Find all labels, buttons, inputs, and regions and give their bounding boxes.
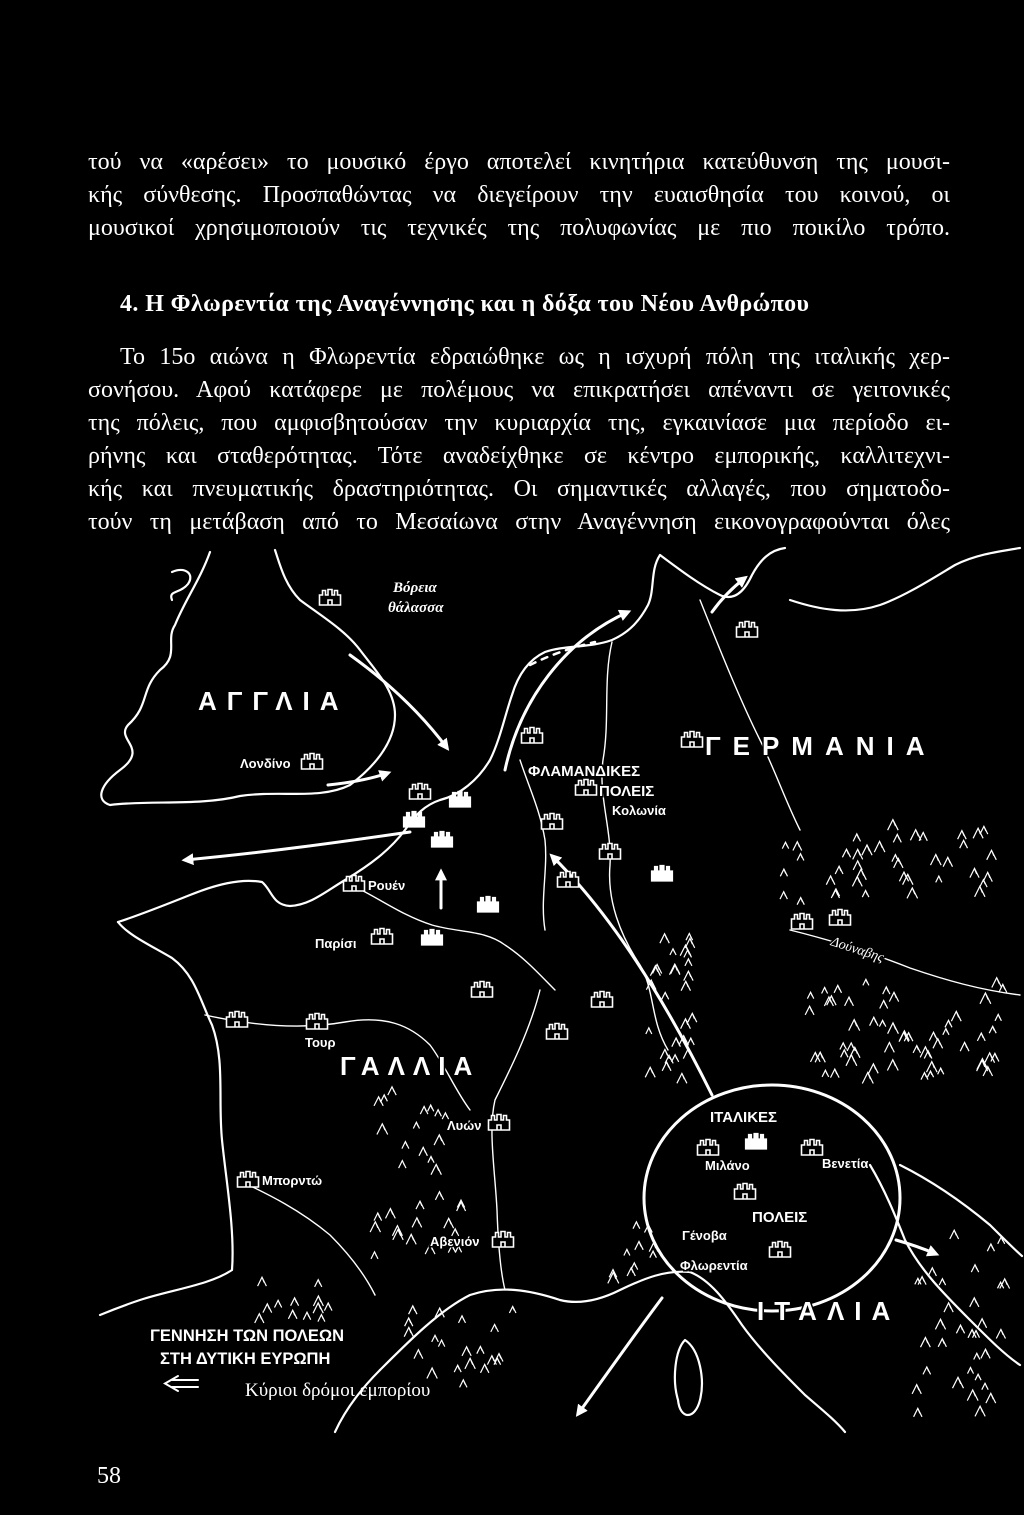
- mountain-mark: [624, 1249, 630, 1255]
- mountain-mark: [672, 1055, 679, 1062]
- mountain-mark: [950, 1230, 959, 1239]
- mountain-mark: [953, 1377, 964, 1388]
- mountain-mark: [852, 877, 862, 887]
- mountain-mark: [438, 1340, 444, 1347]
- mountain-mark: [929, 1032, 937, 1040]
- city-label-tours: Τουρ: [305, 1035, 336, 1050]
- mountain-mark: [688, 1013, 697, 1022]
- castle-icon: [307, 1014, 328, 1030]
- coastline-scotland: [171, 570, 190, 600]
- text-line: Το 15ο αιώνα η Φλωρεντία εδραιώθηκε ως η ισχυρή πόλη της ιταλικής χερ-: [120, 344, 950, 370]
- mountain-mark: [371, 1252, 378, 1259]
- sea-label: θάλασσα: [388, 600, 444, 616]
- castle-icon: [746, 1134, 767, 1150]
- mountain-mark: [402, 1142, 409, 1149]
- mountain-mark: [635, 1242, 643, 1250]
- mountain-mark: [938, 1339, 946, 1347]
- mountain-mark: [428, 1105, 434, 1111]
- mountain-mark: [842, 849, 850, 857]
- mountain-mark: [370, 1222, 380, 1232]
- castle-icon: [558, 872, 579, 888]
- mountain-mark: [944, 1303, 953, 1312]
- castle-icon: [600, 844, 621, 860]
- mountain-mark: [388, 1087, 396, 1095]
- sea-label: Βόρεια: [393, 580, 437, 596]
- mountain-mark: [863, 979, 869, 985]
- mountain-mark: [986, 1393, 996, 1403]
- mountain-mark: [921, 1337, 931, 1347]
- castle-icon: [830, 910, 851, 926]
- mountain-mark: [797, 898, 804, 905]
- mountain-mark: [662, 992, 669, 999]
- mountain-mark: [432, 1335, 439, 1342]
- mountain-mark: [811, 1052, 821, 1062]
- mountain-mark: [665, 1055, 673, 1063]
- mountain-mark: [258, 1277, 267, 1286]
- mountain-mark: [943, 857, 952, 866]
- mountain-mark: [427, 1368, 437, 1379]
- mountain-mark: [870, 1017, 878, 1026]
- mountain-mark: [927, 1062, 938, 1073]
- castle-icon: [592, 992, 613, 1008]
- mountain-mark: [608, 1272, 619, 1283]
- mountain-mark: [782, 842, 788, 848]
- legend-title: ΓΕΝΝΗΣΗ ΤΩΝ ΠΟΛΕΩΝ: [150, 1327, 345, 1345]
- mountain-mark: [303, 1312, 310, 1320]
- mountain-mark: [967, 1390, 978, 1401]
- mountain-mark: [835, 866, 843, 874]
- mountain-mark: [454, 1365, 461, 1372]
- mountain-mark: [435, 1110, 442, 1117]
- mountain-mark: [419, 1147, 427, 1156]
- mountain-mark: [435, 1192, 443, 1200]
- mountain-mark: [386, 1209, 396, 1219]
- mountain-mark: [995, 1014, 1001, 1020]
- mountain-mark: [977, 1033, 985, 1041]
- mountain-mark: [807, 992, 813, 998]
- mountain-mark: [434, 1135, 444, 1145]
- mountain-mark: [465, 1358, 475, 1369]
- mountain-mark: [975, 1374, 981, 1380]
- mountain-mark: [324, 1303, 332, 1311]
- text-line: μουσικοί χρησιμοποιούν τις τεχνικές της πολυφωνίας με πιο ποικίλο τρόπο.: [88, 215, 950, 241]
- mountain-mark: [416, 1201, 424, 1209]
- mountain-mark: [879, 1020, 885, 1026]
- mountain-mark: [987, 1244, 994, 1251]
- mountain-mark: [399, 1161, 406, 1169]
- text-line: τούν τη μετάβαση από το Μεσαίωνα στην Αναγέννηση εικονογραφούνται όλες: [88, 509, 950, 535]
- mountain-mark: [633, 1222, 640, 1229]
- mountain-mark: [971, 1265, 978, 1272]
- mountain-mark: [888, 1023, 899, 1034]
- mountain-mark: [481, 1364, 489, 1373]
- mountain-mark: [420, 1107, 428, 1115]
- mountain-mark: [460, 1380, 467, 1388]
- coastline-denmark: [660, 548, 785, 597]
- mountain-mark: [913, 1046, 920, 1053]
- mountain-mark: [627, 1268, 635, 1276]
- castle-icon: [372, 929, 393, 945]
- mountain-mark: [956, 1325, 964, 1333]
- text-line: τού να «αρέσει» το μουσικό έργο αποτελεί κινητήρια κατεύθυνση της μουσι-: [88, 149, 950, 175]
- mountain-mark: [958, 831, 967, 840]
- text-line: σονήσου. Αφού κατάφερε με πολέμους να επικρατήσει απέναντι σε γειτονικές: [88, 377, 950, 403]
- mountain-mark: [927, 1071, 933, 1077]
- region-label-italian: ΙΤΑΛΙΚΕΣ: [710, 1109, 778, 1126]
- mountain-mark: [921, 1073, 928, 1080]
- castle-icon: [302, 754, 323, 770]
- mountain-mark: [491, 1324, 499, 1332]
- mountain-mark: [288, 1310, 297, 1319]
- mountain-mark: [414, 1350, 423, 1359]
- mountain-mark: [412, 1218, 422, 1228]
- city-label-rouen: Ρουέν: [368, 878, 406, 893]
- mountain-mark: [862, 1073, 873, 1084]
- mountain-mark: [291, 1298, 299, 1306]
- mountain-mark: [982, 1383, 988, 1390]
- map-labels: [198, 580, 937, 1326]
- mountain-mark: [377, 1124, 388, 1135]
- mountain-mark: [404, 1328, 413, 1337]
- mountain-mark: [797, 854, 804, 861]
- mountain-mark: [822, 1070, 829, 1077]
- castle-icon: [493, 1232, 514, 1248]
- trade-route-arrow: [350, 655, 447, 748]
- castle-icon: [489, 1115, 510, 1131]
- mountain-mark: [960, 840, 968, 848]
- text-line: κής σύνθεσης. Προσπαθώντας να διεγείρουν την ευαισθησία του κοινού, οι: [88, 182, 950, 208]
- mountain-mark: [431, 1164, 441, 1174]
- city-label-venice: Βενετία: [822, 1156, 869, 1171]
- castle-icon: [432, 832, 453, 848]
- section-heading: 4. Η Φλωρεντία της Αναγέννησης και η δόξα του Νέου Ανθρώπου: [120, 291, 810, 317]
- mountain-mark: [951, 1011, 961, 1021]
- castle-icon: [547, 1024, 568, 1040]
- mountain-mark: [805, 1006, 814, 1015]
- mountain-mark: [923, 1367, 931, 1375]
- castle-icon: [472, 982, 493, 998]
- mountain-mark: [318, 1315, 325, 1322]
- trade-route-arrow: [552, 856, 712, 1095]
- region-label-flemish: ΦΛΑΜΑΝΔΙΚΕΣ: [528, 763, 641, 780]
- legend-title: ΣΤΗ ΔΥΤΙΚΗ ΕΥΡΩΠΗ: [160, 1350, 331, 1368]
- mountain-mark: [827, 996, 836, 1005]
- mountain-mark: [793, 842, 802, 851]
- mountain-mark: [887, 1060, 898, 1071]
- castle-icon: [450, 792, 471, 808]
- text-line: κής και πνευματικής δραστηριότητας. Οι σημαντικές αλλαγές, που σηματοδο-: [88, 476, 950, 502]
- mountain-mark: [684, 971, 693, 980]
- mountain-mark: [935, 1319, 945, 1329]
- mountain-mark: [885, 1043, 895, 1053]
- mountain-mark: [914, 1408, 922, 1416]
- mountain-mark: [980, 826, 988, 834]
- mountain-mark: [457, 1200, 464, 1207]
- mountain-mark: [943, 1029, 949, 1035]
- region-label-flemish: ΠΟΛΕΙΣ: [599, 783, 655, 800]
- trade-route-arrow: [712, 578, 745, 612]
- island-corsica: [675, 1340, 702, 1415]
- mountain-mark: [983, 872, 992, 881]
- castle-icon: [227, 1012, 248, 1028]
- trade-map: [0, 540, 1024, 1440]
- castle-icon: [792, 914, 813, 930]
- text-line: της πόλεις, που αμφισβητούσαν την κυριαρχία της, εγκαινίασε μια περίοδο ει-: [88, 410, 950, 436]
- mountain-mark: [459, 1316, 466, 1323]
- mountain-mark: [847, 1043, 855, 1051]
- castle-icon: [344, 876, 365, 892]
- mountain-mark: [907, 888, 918, 899]
- mountain-mark: [477, 1347, 484, 1354]
- mountain-mark: [928, 1268, 936, 1276]
- castle-icon: [735, 1184, 756, 1200]
- city-label-milan: Μιλάνο: [705, 1158, 750, 1173]
- mountain-mark: [275, 1300, 282, 1307]
- mountain-mark: [650, 1251, 657, 1258]
- mountain-mark: [662, 1062, 671, 1071]
- trade-route-arrow: [896, 1240, 936, 1254]
- trade-route-arrow: [578, 1298, 662, 1414]
- mountain-mark: [645, 1067, 655, 1077]
- mountain-mark: [660, 934, 669, 944]
- mountain-mark: [880, 1001, 888, 1009]
- mountain-mark: [856, 869, 867, 880]
- mountain-mark: [960, 1042, 969, 1051]
- mountain-mark: [845, 997, 854, 1006]
- castle-icon: [682, 732, 703, 748]
- city-label-paris: Παρίσι: [315, 936, 357, 951]
- country-label-germany: ΓΕΡΜΑΝΙΑ: [705, 731, 937, 761]
- river-meuse: [520, 760, 546, 930]
- mountain-mark: [263, 1304, 272, 1313]
- mountain-mark: [315, 1280, 322, 1287]
- mountain-mark: [931, 855, 942, 866]
- mountain-mark: [980, 993, 991, 1004]
- country-label-england: ΑΓΓΛΙΑ: [198, 686, 349, 716]
- mountains: [255, 820, 1010, 1417]
- mountain-mark: [970, 1298, 979, 1307]
- city-label-lyon: Λυών: [447, 1118, 482, 1133]
- castle-icon: [320, 590, 341, 606]
- mountain-mark: [869, 1064, 879, 1074]
- river-garonne: [238, 1180, 375, 1295]
- mountain-mark: [889, 992, 898, 1001]
- mountain-mark: [677, 1073, 687, 1083]
- mountain-mark: [981, 1349, 990, 1358]
- mountain-mark: [374, 1213, 382, 1221]
- trade-route-arrow: [505, 612, 628, 770]
- mountain-mark: [826, 876, 835, 885]
- mountain-mark: [894, 858, 903, 868]
- river-label: Δούναβης: [828, 934, 886, 966]
- legend: [150, 1327, 430, 1401]
- mountain-mark: [405, 1318, 413, 1326]
- mountain-mark: [853, 834, 860, 842]
- arrow-icon: [165, 1376, 198, 1391]
- river-danube: [790, 930, 1020, 995]
- city-label-cologne: Κολωνία: [612, 803, 666, 818]
- mountain-mark: [822, 987, 828, 993]
- mountain-mark: [980, 880, 987, 887]
- mountain-mark: [409, 1306, 417, 1314]
- castle-icon: [238, 1172, 259, 1188]
- mountain-mark: [853, 849, 863, 859]
- mountain-mark: [834, 985, 841, 992]
- mountain-mark: [888, 820, 899, 831]
- mountain-mark: [939, 1279, 945, 1285]
- mountain-mark: [912, 1385, 921, 1394]
- city-label-avignon: Αβενιόν: [430, 1234, 480, 1249]
- mountain-mark: [646, 1028, 652, 1034]
- mountain-mark: [780, 892, 787, 900]
- mountain-mark: [938, 1068, 944, 1074]
- page-number: 58: [97, 1463, 121, 1489]
- castle-icon: [542, 814, 563, 830]
- mountain-mark: [910, 830, 921, 841]
- mountain-mark: [831, 1069, 840, 1078]
- legend-trade-routes: Κύριοι δρόμοι εμπορίου: [245, 1380, 431, 1401]
- mountain-mark: [989, 1026, 996, 1033]
- castle-icon: [576, 780, 597, 796]
- mountain-mark: [780, 869, 787, 876]
- mountain-mark: [413, 1122, 419, 1128]
- mountain-mark: [444, 1218, 454, 1228]
- region-label-italian: ΠΟΛΕΙΣ: [752, 1209, 808, 1226]
- mountain-mark: [933, 1039, 943, 1049]
- castle-icon: [522, 728, 543, 744]
- castle-icon: [698, 1140, 719, 1156]
- mountain-mark: [406, 1234, 416, 1244]
- country-label-france: ΓΑΛΛΙΑ: [340, 1051, 481, 1081]
- mountain-mark: [841, 1050, 848, 1058]
- mountain-mark: [968, 1368, 974, 1374]
- castle-icon: [404, 812, 425, 828]
- mountain-mark: [970, 868, 979, 877]
- mountain-mark: [978, 1319, 987, 1328]
- text-line: ρήνης και σταθερότητας. Τότε αναδείχθηκε σε κέντρο εμπορικής, καλλιτεχνι-: [88, 443, 950, 469]
- mountain-mark: [874, 841, 885, 852]
- castle-icon: [422, 930, 443, 946]
- mountain-mark: [428, 1157, 434, 1163]
- mountain-mark: [681, 981, 690, 990]
- mountain-mark: [509, 1307, 516, 1314]
- mountain-mark: [462, 1347, 471, 1356]
- mountain-mark: [975, 1406, 985, 1416]
- country-label-italy: ΙΤΑΛΙΑ: [757, 1296, 901, 1326]
- trade-route-arrow: [185, 832, 410, 860]
- castle-icon: [478, 897, 499, 913]
- coastline-baltic: [790, 548, 1020, 610]
- mountain-mark: [862, 891, 869, 898]
- mountain-mark: [992, 978, 1002, 988]
- mountain-mark: [255, 1314, 264, 1323]
- castle-icon: [802, 1140, 823, 1156]
- coastline-biscay: [100, 922, 233, 1315]
- mountain-mark: [987, 850, 997, 860]
- mountain-mark: [974, 1353, 980, 1359]
- mountain-mark: [381, 1095, 387, 1101]
- mountain-mark: [685, 959, 692, 966]
- castle-icon: [410, 784, 431, 800]
- mountain-mark: [670, 949, 676, 955]
- mountain-mark: [883, 987, 890, 994]
- city-label-genoa: Γένοβα: [682, 1228, 727, 1243]
- mountain-mark: [840, 1043, 847, 1050]
- mountain-mark: [374, 1097, 383, 1106]
- mountain-mark: [849, 1020, 860, 1031]
- city-label-london: Λονδίνο: [240, 756, 291, 771]
- mountain-mark: [975, 886, 985, 896]
- city-label-bordeaux: Μπορντώ: [262, 1173, 323, 1188]
- castle-icon: [770, 1242, 791, 1258]
- castle-icon: [652, 866, 673, 882]
- mountain-mark: [945, 1020, 952, 1027]
- mountain-mark: [996, 1329, 1005, 1338]
- city-label-florence: Φλωρεντία: [680, 1258, 748, 1273]
- mountain-mark: [862, 845, 872, 855]
- mountain-mark: [893, 834, 901, 842]
- castle-icon: [737, 622, 758, 638]
- mountain-mark: [936, 876, 942, 882]
